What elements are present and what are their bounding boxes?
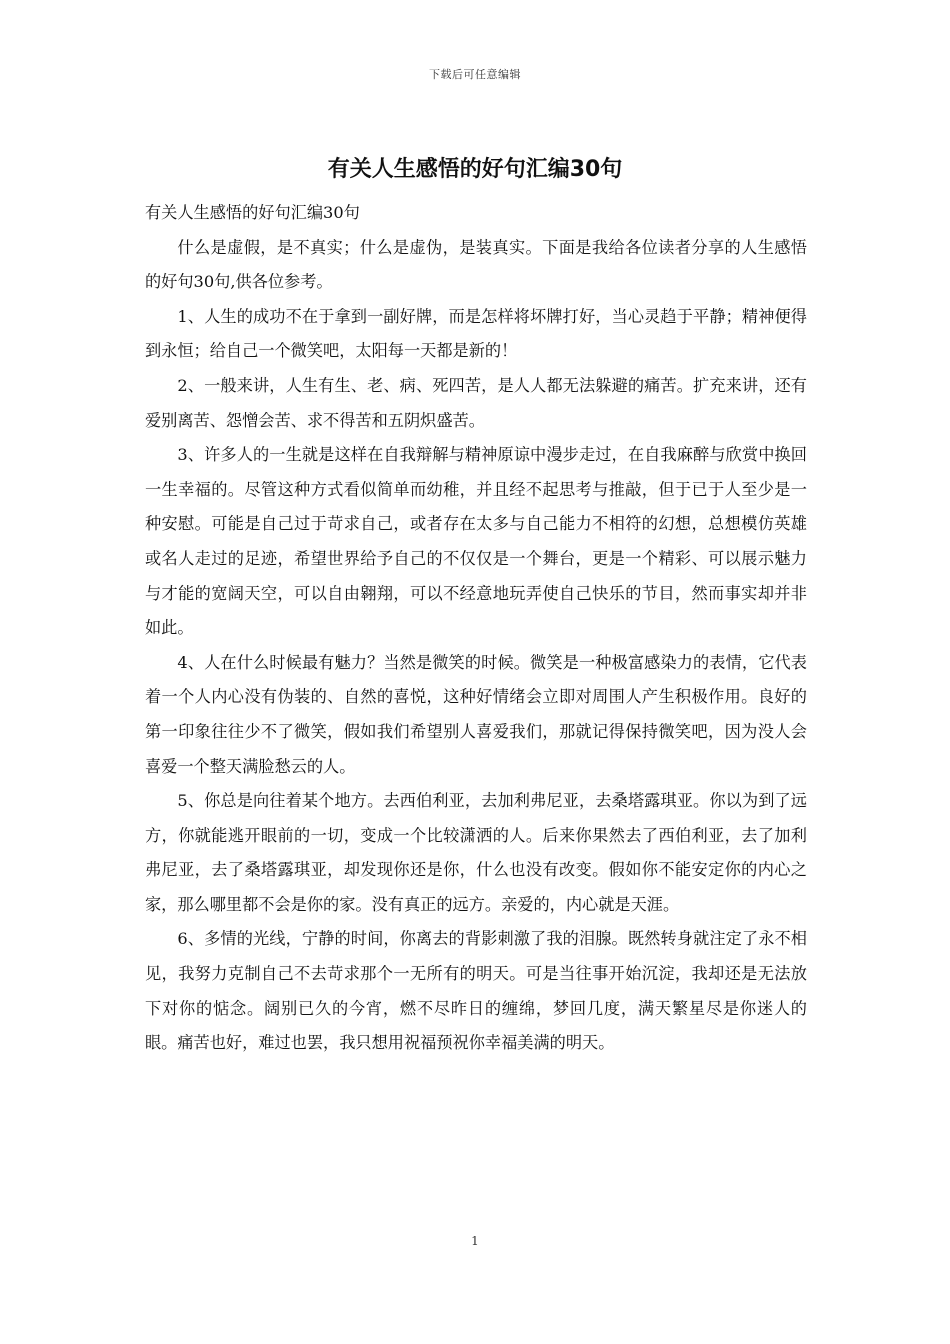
- paragraph-3: 3、许多人的一生就是这样在自我辩解与精神原谅中漫步走过，在自我麻醉与欣赏中换回一生幸福的。尽管这种方式看似简单而幼稚，并且经不起思考与推敲，但于已于人至少是一种安慰。可能是自己过于苛求自己，或者存在太多与自己能力不相符的幻想，总想模仿英雄或名人走过的足迹，希望世界给予自己的不仅仅是一个舞台，更是一个精彩、可以展示魅力与才能的宽阔天空，可以自由翱翔，可以不经意地玩弄使自己快乐的节目，然而事实却并非如此。: [145, 445, 807, 638]
- paragraph-2: 2、一般来讲，人生有生、老、病、死四苦，是人人都无法躲避的痛苦。扩充来讲，还有爱别离苦、怨憎会苦、求不得苦和五阴炽盛苦。: [145, 375, 807, 430]
- paragraph-1: 1、人生的成功不在于拿到一副好牌，而是怎样将坏牌打好，当心灵趋于平静；精神便得到永恒；给自己一个微笑吧，太阳每一天都是新的！: [145, 306, 807, 361]
- document-title: 有关人生感悟的好句汇编30句: [327, 157, 623, 182]
- page-number: 1: [471, 1234, 479, 1248]
- paragraph-5: 5、你总是向往着某个地方。去西伯利亚，去加利弗尼亚，去桑塔露琪亚。你以为到了远方，你就能逃开眼前的一切，变成一个比较潇洒的人。后来你果然去了西伯利亚，去了加利弗尼亚，去了桑塔露琪亚，却发现你还是你，什么也没有改变。假如你不能安定你的内心之家，那么哪里都不会是你的家。没有真正的远方。亲爱的，内心就是天涯。: [145, 791, 807, 914]
- document-body: [145, 196, 807, 1061]
- header-note: 下载后可任意编辑: [429, 68, 521, 81]
- paragraph-intro: 什么是虚假，是不真实；什么是虚伪，是装真实。下面是我给各位读者分享的人生感悟的好句30句,供各位参考。: [145, 237, 807, 292]
- paragraph-6: 6、多情的光线，宁静的时间，你离去的背影刺激了我的泪腺。既然转身就注定了永不相见，我努力克制自己不去苛求那个一无所有的明天。可是当往事开始沉淀，我却还是无法放下对你的惦念。阔别已久的今宵，燃不尽昨日的缠绵，梦回几度，满天繁星尽是你迷人的眼。痛苦也好，难过也罢，我只想用祝福预祝你幸福美满的明天。: [145, 929, 807, 1053]
- paragraph-4: 4、人在什么时候最有魅力？当然是微笑的时候。微笑是一种极富感染力的表情，它代表着一个人内心没有伪装的、自然的喜悦，这种好情绪会立即对周围人产生积极作用。良好的第一印象往往少不了微笑，假如我们希望别人喜爱我们，那就记得保持微笑吧，因为没人会喜爱一个整天满脸愁云的人。: [145, 652, 807, 776]
- document-subtitle: 有关人生感悟的好句汇编30句: [145, 203, 360, 222]
